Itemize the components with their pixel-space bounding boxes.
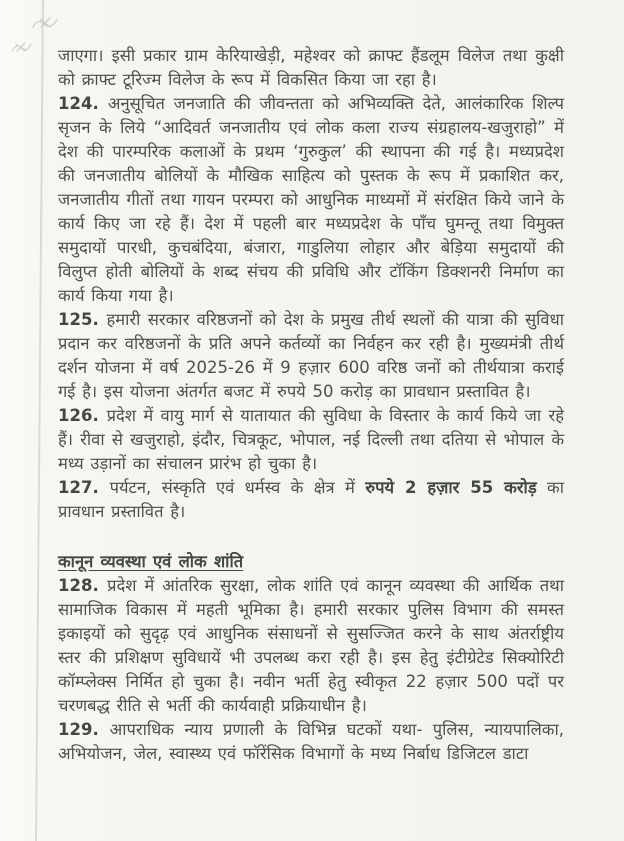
paragraph-text: प्रदेश में आंतरिक सुरक्षा, लोक शांति एवं कानून व्यवस्था की आर्थिक तथा सामाजिक विकास में महती भूमिका है। हमारी सरकार पुलिस विभाग की समस्त इकाइयों को सुदृढ़ एवं आधुनिक संसाधनों से सुसज्जित करने के साथ अंतर्राष्ट्रीय स्तर की प्रशिक्षण सुविधायें भी उपलब्ध करा रही है। इस हेतु इंटीग्रेटेड सिक्योरिटी कॉम्प्लेक्स निर्मित हो चुका है। नवीन भर्ती हेतु स्वीकृत 22 हज़ार 500 पदों पर चरणबद्ध रीति से भर्ती की कार्यवाही प्रक्रियाधीन है। xyxy=(58,576,564,715)
section-heading: कानून व्यवस्था एवं लोक शांति xyxy=(58,552,244,571)
paragraph-124 xyxy=(58,92,564,308)
paragraph-number: 124. xyxy=(58,94,108,113)
paragraph-127 xyxy=(58,476,564,524)
paragraph-number: 127. xyxy=(58,478,110,497)
paragraph-text: जाएगा। इसी प्रकार ग्राम केरियाखेड़ी, महेश्वर को क्राफ्ट हैंडलूम विलेज तथा कुक्षी को क्राफ्ट टूरिज्म विलेज के रूप में विकसित किया जा रहा है। xyxy=(58,46,564,89)
paragraph-128 xyxy=(58,574,564,718)
paragraph-number: 129. xyxy=(58,720,110,739)
paragraph-129 xyxy=(58,718,564,766)
paragraph-text: पर्यटन, संस्कृति एवं धर्मस्व के क्षेत्र में xyxy=(109,478,366,497)
document-text xyxy=(58,44,564,766)
paragraph-number: 128. xyxy=(58,576,108,595)
paragraph-126 xyxy=(58,404,564,476)
handwritten-mark-icon xyxy=(12,43,31,51)
paragraph-number: 126. xyxy=(58,406,107,425)
scan-edge-line xyxy=(36,0,43,841)
paragraph-text: रुपये 2 हज़ार 55 करोड़ xyxy=(365,478,537,497)
paragraph-125 xyxy=(58,308,564,404)
paragraph-text: अनुसूचित जनजाति की जीवन्तता को अभिव्यक्ति देते, आलंकारिक शिल्प सृजन के लिये “आदिवर्त जनजातीय एवं लोक कला राज्य संग्रहालय-खजुराहो” में देश की पारम्परिक कलाओं के प्रथम ‘गुरुकुल’ की स्थापना की गई है। मध्यप्रदेश की जनजातीय बोलियों के मौखिक साहित्य को पुस्तक के रूप में प्रकाशित कर, जनजातीय गीतों तथा गायन परम्परा को आधुनिक माध्यमों में संरक्षित किये जाने के कार्य किए जा रहे हैं। देश में पहली बार मध्यप्रदेश के पाँच घुमन्तू तथा विमुक्त समुदायों पारधी, कुचबंदिया, बंजारा, गाडुलिया लोहार और बेड़िया समुदायों की विलुप्त होती बोलियों के शब्द संचय की प्रविधि और टॉकिंग डिक्शनरी निर्माण का कार्य किया गया है। xyxy=(58,94,564,305)
paragraph-text: आपराधिक न्याय प्रणाली के विभिन्न घटकों यथा- पुलिस, न्यायपालिका, अभियोजन, जेल, स्वास्थ्य एवं फॉरेंसिक विभागों के मध्य निर्बाध डिजिटल डाटा xyxy=(58,720,564,763)
handwritten-mark-icon xyxy=(33,18,57,27)
paragraph-number: 125. xyxy=(58,310,107,329)
paragraph-text: हमारी सरकार वरिष्ठजनों को देश के प्रमुख तीर्थ स्थलों की यात्रा की सुविधा प्रदान कर वरिष्ठजनों के प्रति अपने कर्तव्यों का निर्वहन कर रही है। मुख्यमंत्री तीर्थ दर्शन योजना में वर्ष 2025-26 में 9 हज़ार 600 वरिष्ठ जनों को तीर्थयात्रा कराई गई है। इस योजना अंतर्गत बजट में रुपये 50 करोड़ का प्रावधान प्रस्तावित है। xyxy=(58,310,564,401)
paragraph-continuation xyxy=(58,44,564,92)
paragraph-text: प्रदेश में वायु मार्ग से यातायात की सुविधा के विस्तार के कार्य किये जा रहे हैं। रीवा से खजुराहो, इंदौर, चित्रकूट, भोपाल, नई दिल्ली तथा दतिया से भोपाल के मध्य उड़ानों का संचालन प्रारंभ हो चुका है। xyxy=(58,406,564,473)
paragraph-text: का प्रावधान प्रस्तावित है। xyxy=(58,478,564,521)
